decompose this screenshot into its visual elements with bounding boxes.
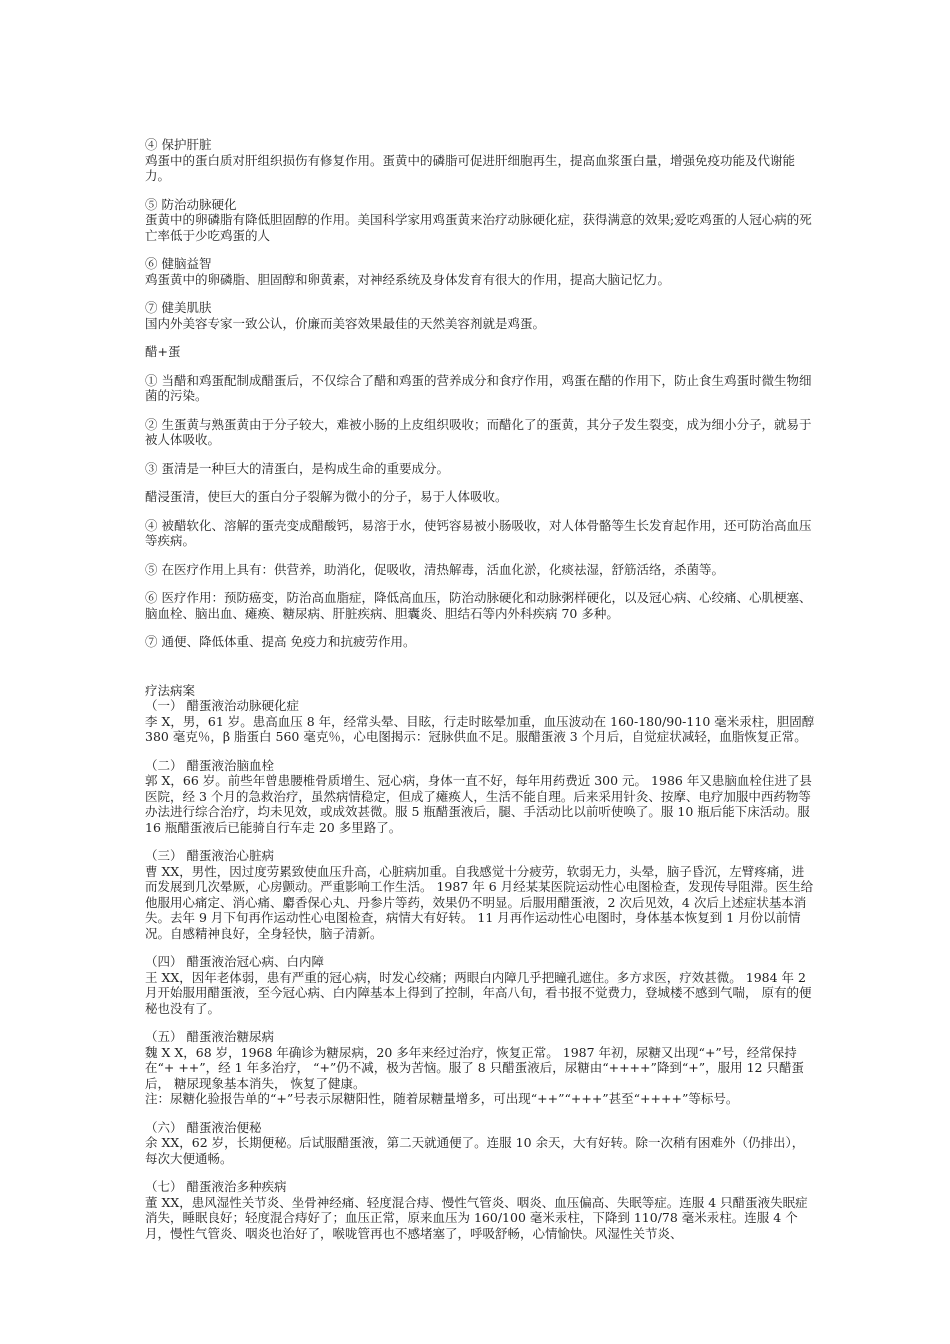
case-note: 注：尿糖化验报告单的“+”号表示尿糖阳性，随着尿糖量增多，可出现“++”“+++”甚至“++++”等标号。 [145,1091,739,1106]
section-title: ④ 保护肝脏 [145,137,212,152]
case-item [145,1029,815,1107]
case-title: （五） 醋蛋液治糖尿病 [145,1029,274,1044]
case-item [145,758,815,836]
case-text: 魏 X X，68 岁，1968 年确诊为糖尿病，20 多年来经过治疗，恢复正常。 1987 年初，尿糖又出现“+”号，经常保持在“+ ++”，经 1 年多治疗， “+”仍不减，极为苦恼。服了 8 只醋蛋液后，尿糖由“++++”降到“+”，服用 12 只醋蛋后， 糖尿现象基本消失， 恢复了健康。 [145,1044,804,1091]
case-text: 王 XX，因年老体弱，患有严重的冠心病，时发心绞痛；两眼白内障几乎把瞳孔遮住。多方求医，疗效甚微。 1984 年 2 月开始服用醋蛋液，至今冠心病、白内障基本上得到了控制，年高八旬，看书报不觉费力，登城楼不感到气喘， 原有的便秘也没有了。 [145,969,812,1016]
paragraph [145,417,815,448]
paragraph-text: ① 当醋和鸡蛋配制成醋蛋后，不仅综合了醋和鸡蛋的营养成分和食疗作用，鸡蛋在醋的作用下，防止食生鸡蛋时微生物细菌的污染。 [145,372,812,403]
case-text: 郭 X，66 岁。前些年曾患腰椎骨质增生、冠心病，身体一直不好，每年用药费近 300 元。 1986 年又患脑血栓住进了县医院，经 3 个月的急救治疗，虽然病情稳定，但成了瘫痪人，生活不能自理。后来采用针灸、按摩、电疗加服中西药物等办法进行综合治疗，均未见效，或成效甚微。服 5 瓶醋蛋液后，腿、手活动比以前听使唤了。服 10 瓶后能下床活动。服 16 瓶醋蛋液后已能骑自行车走 20 多里路了。 [145,773,812,835]
case-title: （四） 醋蛋液治冠心病、白内障 [145,954,324,969]
section-body: 鸡蛋黄中的卵磷脂、胆固醇和卵黄素，对神经系统及身体发育有很大的作用，提高大脑记忆力。 [145,271,671,287]
section-heading: 醋+蛋 [145,344,181,359]
section-title: ⑦ 健美肌肤 [145,300,212,315]
paragraph [145,590,815,621]
case-text: 李 X，男，61 岁。患高血压 8 年，经常头晕、目眩，行走时眩晕加重，血压波动在 160-180/90-110 毫米汞柱，胆固醇 380 毫克％，β 脂蛋白 560 毫克％，心电图揭示：冠脉供血不足。服醋蛋液 3 个月后，自觉症状减轻，血脂恢复正常。 [145,713,815,744]
paragraph [145,562,815,578]
case-title: （三） 醋蛋液治心脏病 [145,848,274,863]
benefit-skin [145,300,815,331]
section-title: ⑤ 防治动脉硬化 [145,196,237,212]
case-item [145,848,815,941]
paragraph [145,489,815,505]
case-text: 曹 XX，男性，因过度劳累致使血压升高，心脏病加重。自我感觉十分疲劳，软弱无力，头晕，脑子昏沉，左臂疼痛，进而发展到几次晕厥，心房颤动。严重影响工作生活。 1987 年 6 月经某某医院运动性心电图检查，发现传导阻滞。医生给他服用心痛定、消心痛、麝香保心丸、丹参片等药，效果仍不明显。后服用醋蛋液，2 次后见效，4 次后上述症状基本消失。去年 9 月下旬再作运动性心电图检查，病情大有好转。 11 月再作运动性心电图时，身体基本恢复到 1 月份以前情况。自感精神良好，全身轻快，脑子清新。 [145,863,814,941]
document-page [145,137,815,1254]
paragraph [145,373,815,404]
case-item [145,1120,815,1167]
benefit-brain [145,256,815,287]
case-text: 董 XX，患风湿性关节炎、坐骨神经痛、轻度混合痔、慢性气管炎、咽炎、血压偏高、失眠等症。连服 4 只醋蛋液失眠症消失，睡眠良好；轻度混合痔好了；血压正常，原来血压为 160/100 毫米汞柱，下降到 110/78 毫米汞柱。连服 4 个月，慢性气管炎、咽炎也治好了，喉咙管再也不感堵塞了，呼吸舒畅，心情愉快。风湿性关节炎、 [145,1194,808,1241]
paragraph [145,634,815,650]
cases-heading: 疗法病案 [145,682,196,698]
case-text: 余 XX，62 岁，长期便秘。后试服醋蛋液，第二天就通便了。连服 10 余天，大有好转。除一次稍有困难外（仍排出）， 每次大便通畅。 [145,1135,805,1166]
case-title: （二） 醋蛋液治脑血栓 [145,757,274,773]
case-item [145,954,815,1016]
benefit-liver [145,137,815,184]
paragraph-text: ③ 蛋清是一种巨大的清蛋白，是构成生命的重要成分。 [145,460,449,476]
paragraph [145,518,815,549]
paragraph-text: ⑤ 在医疗作用上具有：供营养，助消化，促吸收，清热解毒，活血化淤，化痰祛湿，舒筋活络，杀菌等。 [145,561,724,577]
section-body: 鸡蛋中的蛋白质对肝组织损伤有修复作用。蛋黄中的磷脂可促进肝细胞再生，提高血浆蛋白量，增强免疫功能及代谢能力。 [145,152,796,183]
case-title: （一） 醋蛋液治动脉硬化症 [145,698,299,713]
case-title: （七） 醋蛋液治多种疾病 [145,1179,287,1194]
paragraph-text: ⑦ 通便、降低体重、提高 免疫力和抗疲劳作用。 [145,634,416,649]
paragraph-text: ④ 被醋软化、溶解的蛋壳变成醋酸钙，易溶于水，使钙容易被小肠吸收，对人体骨骼等生长发育起作用，还可防治高血压等疾病。 [145,517,812,548]
paragraph-text: ② 生蛋黄与熟蛋黄由于分子较大，难被小肠的上皮组织吸收；而醋化了的蛋黄，其分子发生裂变，成为细小分子，就易于被人体吸收。 [145,416,812,447]
vinegar-egg-heading [145,344,815,360]
case-item [145,698,815,745]
section-title: ⑥ 健脑益智 [145,256,212,271]
paragraph-text: ⑥ 医疗作用：预防癌变，防治高血脂症，降低高血压，防治动脉硬化和动脉粥样硬化，以及冠心病、心绞痛、心肌梗塞、脑血栓、脑出血、瘫痪、糖尿病、肝脏疾病、胆囊炎、胆结石等内外科疾病 70 多种。 [145,590,812,621]
case-title: （六） 醋蛋液治便秘 [145,1119,262,1135]
case-item [145,1179,815,1241]
paragraph [145,461,815,477]
benefit-artery [145,197,815,244]
section-body: 国内外美容专家一致公认，价廉而美容效果最佳的天然美容剂就是鸡蛋。 [145,315,546,331]
paragraph-text: 醋浸蛋清，使巨大的蛋白分子裂解为微小的分子，易于人体吸收。 [145,489,508,504]
section-body: 蛋黄中的卵磷脂有降低胆固醇的作用。美国科学家用鸡蛋黄来治疗动脉硬化症，获得满意的效果;爱吃鸡蛋的人冠心病的死亡率低于少吃鸡蛋的人 [145,212,812,243]
